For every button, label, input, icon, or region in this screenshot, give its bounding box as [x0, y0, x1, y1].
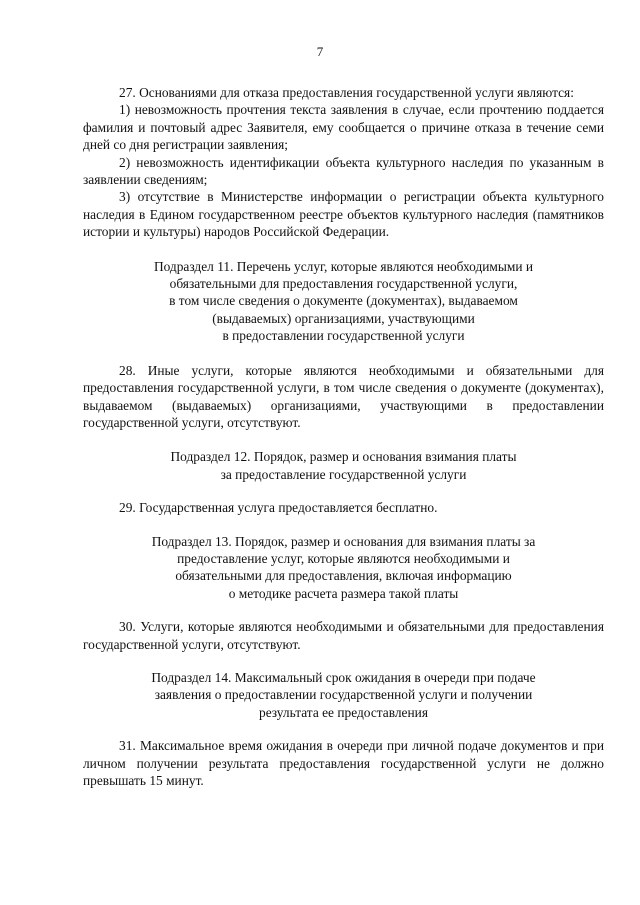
heading-line: Подраздел 11. Перечень услуг, которые являются необходимыми и	[153, 258, 534, 274]
subsection-13-heading	[83, 533, 604, 603]
heading-line: предоставление услуг, которые являются необходимыми и	[177, 550, 510, 566]
heading-line: обязательными для предоставления, включая информацию	[175, 568, 512, 584]
document-body	[83, 84, 604, 789]
paragraph-27-item-2: 2) невозможность идентификации объекта культурного наследия по указанным в заявлении сведениям;	[83, 154, 604, 188]
heading-line: Подраздел 13. Порядок, размер и основания для взимания платы за	[151, 533, 536, 549]
heading-line: за предоставление государственной услуги	[220, 466, 467, 482]
paragraph-27: 27. Основаниями для отказа предоставления государственной услуги являются:	[119, 85, 574, 100]
paragraph-27-item-1: 1) невозможность прочтения текста заявления в случае, если прочтению поддается фамилия и почтовый адрес Заявителя, ему сообщается о причине отказа в течение семи дней со дня регистрации заявления;	[83, 102, 604, 153]
paragraph-31: 31. Максимальное время ожидания в очереди при личной подаче документов и при личном получении результата предоставления государственной услуги не должно превышать 15 минут.	[83, 738, 604, 788]
heading-line: в том числе сведения о документе (документах), выдаваемом	[169, 293, 518, 309]
heading-line: (выдаваемых) организациями, участвующими	[212, 310, 475, 326]
page-number: 7	[316, 44, 324, 59]
heading-line: в предоставлении государственной услуги	[222, 328, 465, 344]
heading-line: о методике расчета размера такой платы	[228, 585, 459, 601]
paragraph-28: 28. Иные услуги, которые являются необходимыми и обязательными для предоставления государственной услуги, в том числе сведения о документе (документах), выдаваемом (выдаваемых) организациями, участвующими в предоставлении государственной услуги, отсутствуют.	[83, 362, 604, 430]
paragraph-29: 29. Государственная услуга предоставляется бесплатно.	[119, 500, 438, 516]
heading-line: результата ее предоставления	[259, 704, 428, 720]
heading-line: Подраздел 12. Порядок, размер и основания взимания платы	[170, 449, 517, 465]
paragraph-30: 30. Услуги, которые являются необходимыми и обязательными для предоставления государственной услуги, отсутствуют.	[83, 619, 604, 652]
heading-line: Подраздел 14. Максимальный срок ожидания в очереди при подаче	[151, 669, 536, 685]
heading-line: обязательными для предоставления государственной услуги,	[169, 276, 518, 292]
subsection-12-heading	[83, 448, 604, 483]
subsection-11-heading	[83, 258, 604, 345]
subsection-14-heading	[83, 669, 604, 721]
heading-line: заявления о предоставлении государственной услуги и получении	[154, 687, 533, 703]
paragraph-27-item-3: 3) отсутствие в Министерстве информации о регистрации объекта культурного наследия в Едином государственном реестре объектов культурного наследия (памятников истории и культуры) народов Российской Федерации.	[83, 189, 604, 240]
